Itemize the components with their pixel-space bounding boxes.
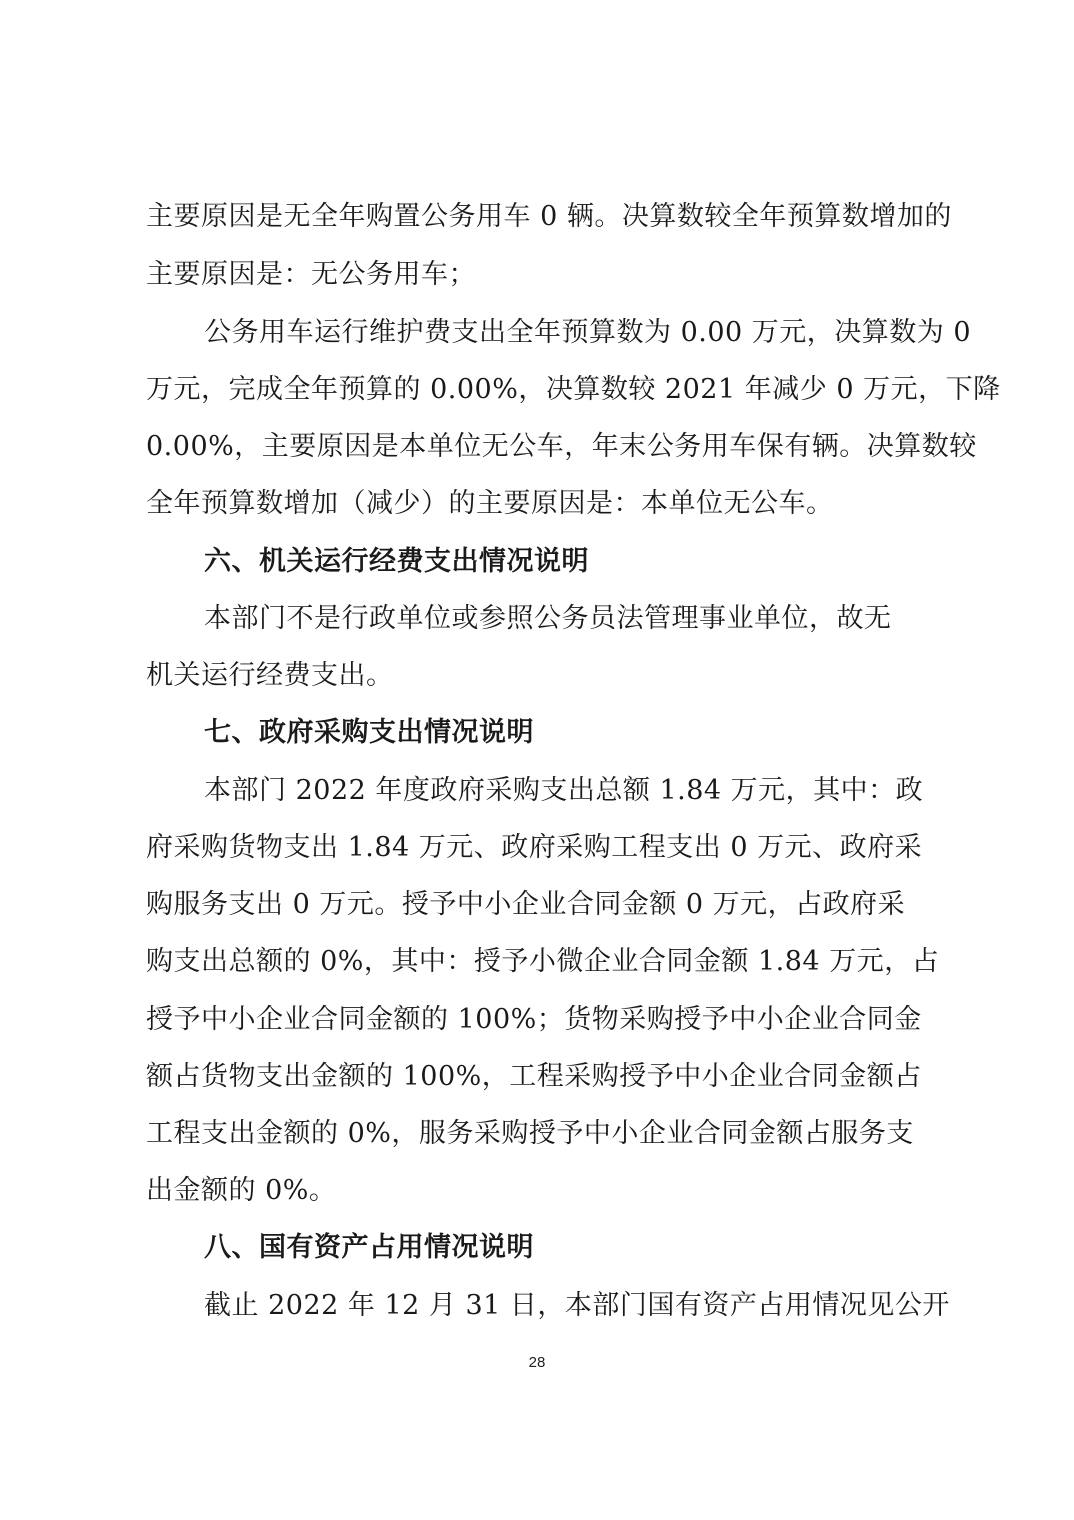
section-heading: 六、机关运行经费支出情况说明 [204, 546, 589, 577]
paragraph-start-line: 公务用车运行维护费支出全年预算数为 0.00 万元，决算数为 0 [204, 317, 972, 348]
page-number: 28 [528, 1354, 546, 1371]
section-heading: 七、政府采购支出情况说明 [204, 717, 534, 748]
body-line: 0.00%，主要原因是本单位无公车，年末公务用车保有辆。决算数较 [146, 431, 977, 462]
body-line: 工程支出金额的 0%，服务采购授予中小企业合同金额占服务支 [146, 1118, 914, 1149]
body-line: 购服务支出 0 万元。授予中小企业合同金额 0 万元，占政府采 [146, 889, 906, 920]
body-line: 授予中小企业合同金额的 100%；货物采购授予中小企业合同金 [146, 1004, 922, 1035]
body-line: 全年预算数增加（减少）的主要原因是：本单位无公车。 [146, 488, 834, 519]
body-line: 额占货物支出金额的 100%，工程采购授予中小企业合同金额占 [146, 1061, 922, 1092]
section-heading: 八、国有资产占用情况说明 [204, 1232, 534, 1263]
body-line: 万元，完成全年预算的 0.00%，决算数较 2021 年减少 0 万元，下降 [146, 374, 1001, 405]
body-line: 府采购货物支出 1.84 万元、政府采购工程支出 0 万元、政府采 [146, 832, 923, 863]
body-line: 购支出总额的 0%，其中：授予小微企业合同金额 1.84 万元，占 [146, 946, 940, 977]
body-line: 出金额的 0%。 [146, 1175, 337, 1206]
body-line: 主要原因是无全年购置公务用车 0 辆。决算数较全年预算数增加的 [146, 201, 952, 232]
paragraph-start-line: 本部门 2022 年度政府采购支出总额 1.84 万元，其中：政 [204, 775, 924, 806]
paragraph-start-line: 本部门不是行政单位或参照公务员法管理事业单位，故无 [204, 603, 892, 634]
body-line: 主要原因是：无公务用车； [146, 259, 476, 290]
paragraph-start-line: 截止 2022 年 12 月 31 日，本部门国有资产占用情况见公开 [204, 1290, 950, 1321]
body-line: 机关运行经费支出。 [146, 660, 394, 691]
